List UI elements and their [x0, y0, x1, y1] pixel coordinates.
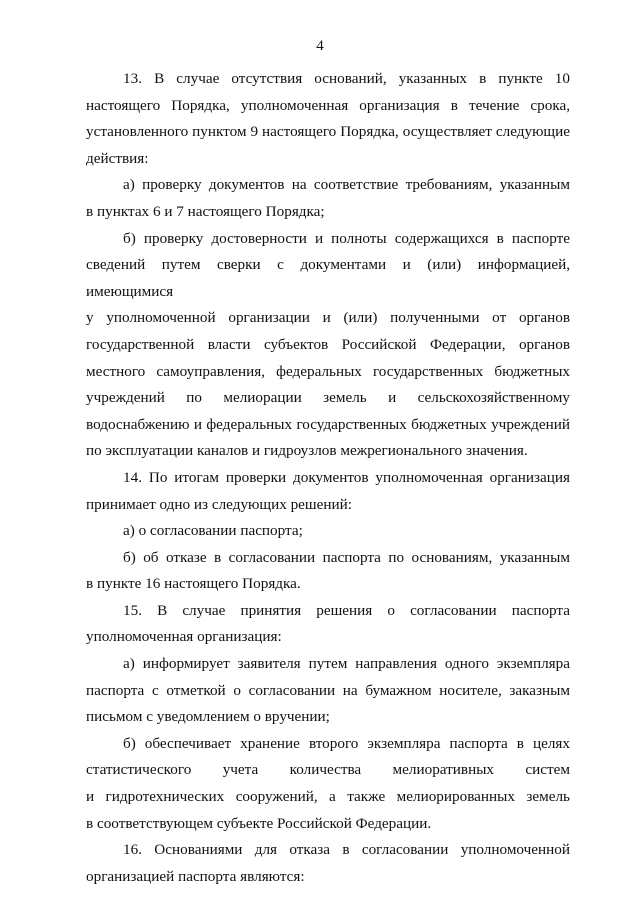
text-line: 15. В случае принятия решения о согласовании паспорта: [123, 601, 570, 619]
text-line: государственной власти субъектов Российской Федерации, органов: [86, 335, 570, 353]
paragraph-13: [86, 66, 570, 172]
text-line: принимает одно из следующих решений:: [86, 495, 352, 513]
text-line: б) об отказе в согласовании паспорта по основаниям, указанным: [123, 548, 570, 566]
text-line: письмом с уведомлением о вручении;: [86, 708, 330, 726]
text-line: а) о согласовании паспорта;: [123, 522, 303, 540]
text-line: 14. По итогам проверки документов уполномоченная организация: [123, 468, 570, 486]
text-line: а) проверку документов на соответствие требованиям, указанным: [123, 176, 570, 194]
text-line: организацией паспорта являются:: [86, 867, 305, 885]
text-line: уполномоченная организация:: [86, 628, 282, 646]
paragraph-14-a: [86, 518, 570, 545]
paragraph-13-b: [86, 226, 570, 465]
text-line: 16. Основаниями для отказа в согласовании уполномоченной: [123, 841, 570, 859]
text-line: сведений путем сверки с документами и (или) информацией, имеющимися: [86, 256, 570, 300]
text-line: у уполномоченной организации и (или) полученными от органов: [86, 309, 570, 327]
page-number: 4: [316, 38, 324, 54]
text-line: б) проверку достоверности и полноты содержащихся в паспорте: [123, 229, 570, 247]
text-line: настоящего Порядка, уполномоченная организация в течение срока,: [86, 96, 570, 114]
paragraph-15: [86, 598, 570, 651]
paragraph-14-b: [86, 545, 570, 598]
text-line: действия:: [86, 149, 149, 167]
text-line: в пункте 16 настоящего Порядка.: [86, 575, 301, 593]
text-line: по эксплуатации каналов и гидроузлов межрегионального значения.: [86, 442, 528, 460]
paragraph-15-a: [86, 651, 570, 731]
paragraph-13-a: [86, 172, 570, 225]
text-line: паспорта с отметкой о согласовании на бумажном носителе, заказным: [86, 681, 570, 699]
text-line: водоснабжению и федеральных государственных бюджетных учреждений: [86, 415, 570, 433]
text-line: статистического учета количества мелиоративных систем: [86, 761, 570, 779]
text-line: в соответствующем субъекте Российской Федерации.: [86, 814, 432, 832]
paragraph-16: [86, 837, 570, 890]
text-line: и гидротехнических сооружений, а также мелиорированных земель: [86, 788, 570, 806]
text-line: местного самоуправления, федеральных государственных бюджетных: [86, 362, 570, 380]
text-line: в пунктах 6 и 7 настоящего Порядка;: [86, 202, 325, 220]
document-body: [86, 66, 570, 890]
text-line: а) информирует заявителя путем направления одного экземпляра: [123, 655, 570, 673]
paragraph-15-b: [86, 731, 570, 837]
text-line: б) обеспечивает хранение второго экземпляра паспорта в целях: [123, 734, 570, 752]
text-line: учреждений по мелиорации земель и сельскохозяйственному: [86, 389, 570, 407]
text-line: 13. В случае отсутствия оснований, указанных в пункте 10: [123, 70, 570, 87]
paragraph-14: [86, 465, 570, 518]
text-line: установленного пунктом 9 настоящего Порядка, осуществляет следующие: [86, 123, 570, 141]
